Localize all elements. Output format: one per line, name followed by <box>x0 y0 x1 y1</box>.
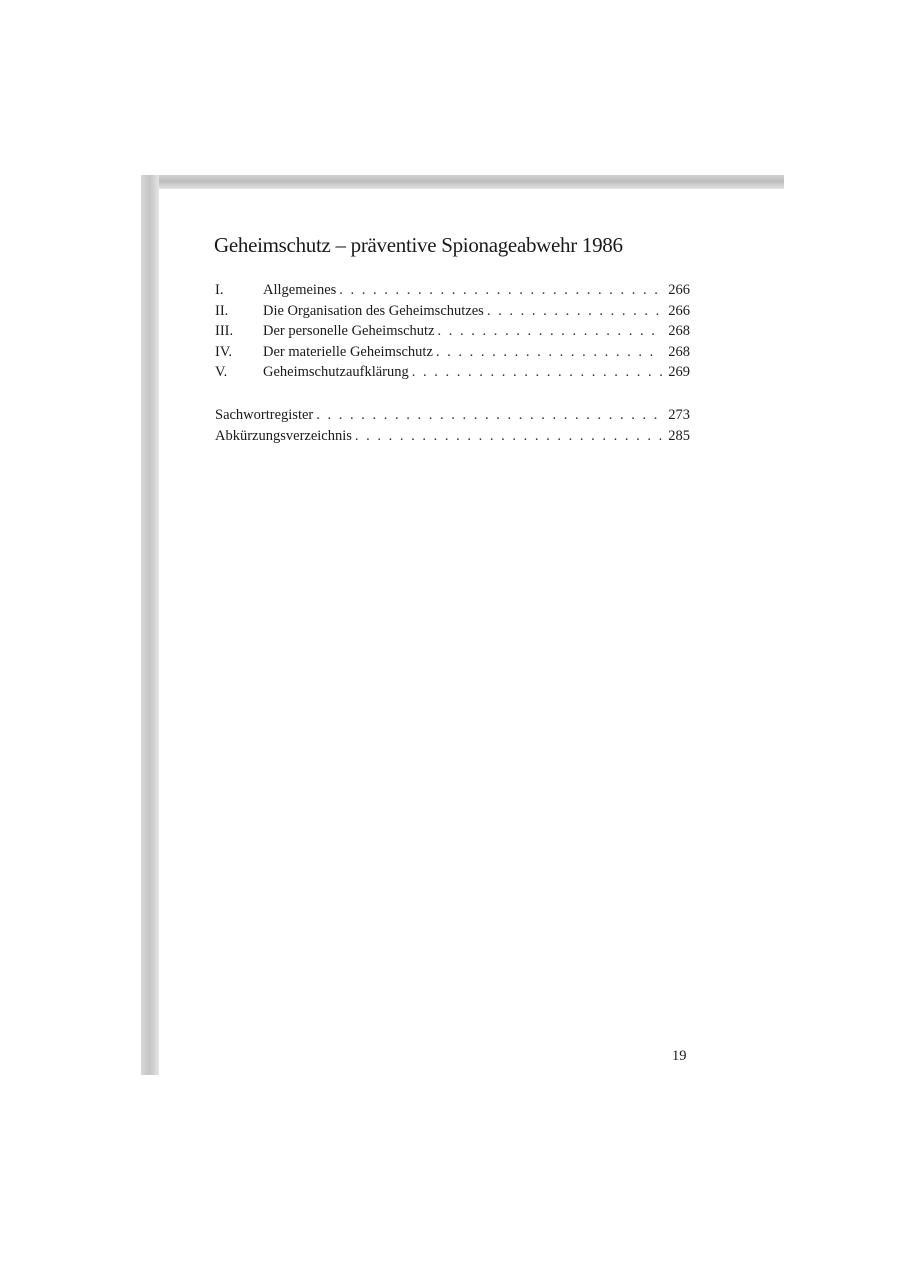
toc-sections <box>215 280 690 383</box>
toc-entry-page: 266 <box>668 302 690 319</box>
toc-entry-label: Sachwortregister <box>215 405 316 426</box>
toc-entry-page: 268 <box>668 343 690 360</box>
toc-entry-label: Der personelle Geheimschutz <box>263 321 438 342</box>
dot-leader <box>355 426 662 447</box>
dot-leader <box>436 342 662 363</box>
toc-entry <box>215 405 690 426</box>
toc-entry <box>215 342 690 363</box>
toc-entry-page: 273 <box>668 407 690 423</box>
toc-back-matter <box>215 405 690 446</box>
scan-shadow-top <box>148 175 784 189</box>
toc-entry-page: 285 <box>668 427 690 444</box>
toc-entry-number: III. <box>215 323 234 339</box>
toc-entry <box>215 280 690 301</box>
toc-entry <box>215 301 690 322</box>
toc-entry-label: Allgemeines <box>263 280 339 301</box>
toc-entry-page: 268 <box>668 323 690 339</box>
toc-entry <box>215 426 690 447</box>
toc-entry-number: I. <box>215 282 224 298</box>
toc-entry-number: V. <box>215 364 228 380</box>
toc-entry <box>215 321 690 342</box>
toc-entry-label: Abkürzungsverzeichnis <box>215 426 355 447</box>
toc-entry-page: 266 <box>668 282 690 298</box>
toc-entry-number: IV. <box>215 343 233 360</box>
toc-entry-page: 269 <box>668 364 690 380</box>
chapter-title: Geheimschutz – präventive Spionageabwehr 1986 <box>214 233 623 257</box>
dot-leader <box>487 301 662 322</box>
page-number: 19 <box>672 1048 687 1064</box>
toc-entry-label: Die Organisation des Geheimschutzes <box>263 301 487 322</box>
scan-shadow-left <box>141 175 159 1075</box>
toc-entry <box>215 362 690 383</box>
toc-entry-number: II. <box>215 302 229 319</box>
toc-entry-label: Der materielle Geheimschutz <box>263 342 436 363</box>
dot-leader <box>339 280 662 301</box>
toc-entry-label: Geheimschutzaufklärung <box>263 362 412 383</box>
dot-leader <box>316 405 662 426</box>
dot-leader <box>412 362 662 383</box>
dot-leader <box>438 321 663 342</box>
